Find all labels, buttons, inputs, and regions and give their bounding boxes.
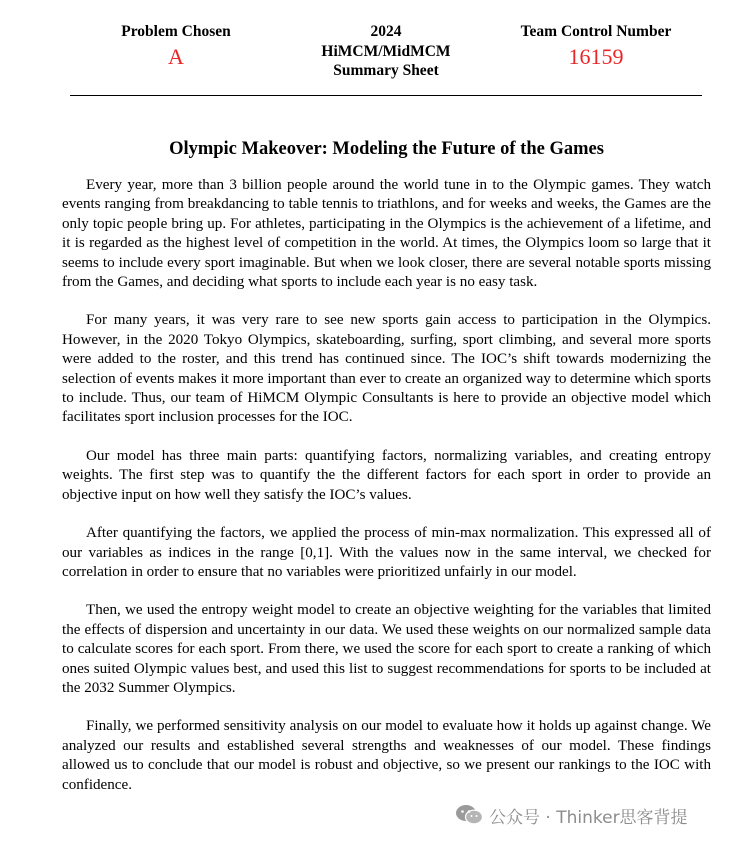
paragraph: For many years, it was very rare to see new sports gain access to participation in the Olympics. However, in the 2020 Tokyo Olympics, skateboarding, surfing, sport climbing, and several more sports were added to the roster, and this trend has continued since. The IOC’s shift towards modernizing the selection of events makes it more important than ever to create an organized way to determine which sports to include. Thus, our team of HiMCM Olympic Consultants is here to provide an objective model which facilitates sport inclusion processes for the IOC. <box>62 312 711 426</box>
paper-title: Olympic Makeover: Modeling the Future of the Games <box>169 139 604 159</box>
team-control <box>506 22 686 70</box>
watermark <box>455 802 688 828</box>
wechat-icon <box>455 804 483 826</box>
header-divider <box>70 95 702 96</box>
contest-year: 2024 <box>370 23 402 40</box>
paragraph: Every year, more than 3 billion people around the world tune in to the Olympic games. They watch events ranging from breakdancing to table tennis to triathlons, and for weeks and weeks, the Games are the only topic people bring up. For athletes, participating in the Olympics is the achievement of a lifetime, and it is regarded as the highest level of competition in the world. At times, the Olympics loom so large that it seems to include every sport imaginable. But when we look closer, there are several notable sports missing from the Games, and deciding what sports to include each year is no easy task. <box>62 177 711 291</box>
watermark-text: 公众号 · Thinker思客背提 <box>489 807 688 828</box>
paragraph: Finally, we performed sensitivity analysis on our model to evaluate how it holds up against change. We analyzed our results and established several strengths and weaknesses of our model. These findings allowed us to conclude that our model is robust and objective, so we present our rankings to the IOC with confidence. <box>62 718 711 793</box>
problem-chosen-value: A <box>168 43 184 69</box>
summary-header <box>0 22 753 82</box>
problem-chosen <box>96 22 256 70</box>
paragraph: Then, we used the entropy weight model to create an objective weighting for the variables that limited the effects of dispersion and uncertainty in our data. We used these weights on our normalized sample data to calculate scores for each sport. From there, we used the score for each sport to create a ranking of which ones suited Olympic values best, and used this list to suggest recommendations for sports to be included at the 2032 Summer Olympics. <box>62 602 711 696</box>
team-control-value: 16159 <box>568 43 624 69</box>
problem-chosen-label: Problem Chosen <box>121 23 231 40</box>
summary-body <box>62 176 711 814</box>
paragraph: After quantifying the factors, we applied the process of min-max normalization. This expressed all of our variables as indices in the range [0,1]. With the values now in the same interval, we checked for correlation in order to ensure that no variables were prioritized unfairly in our model. <box>62 525 711 580</box>
contest-name: HiMCM/MidMCM <box>321 42 451 60</box>
team-control-label: Team Control Number <box>520 23 672 40</box>
sheet-name: Summary Sheet <box>333 62 439 79</box>
contest-info <box>306 22 466 81</box>
paragraph: Our model has three main parts: quantifying factors, normalizing variables, and creating entropy weights. The first step was to quantify the the different factors for each sport in order to provide an objective input on how well they satisfy the IOC’s values. <box>62 447 711 503</box>
